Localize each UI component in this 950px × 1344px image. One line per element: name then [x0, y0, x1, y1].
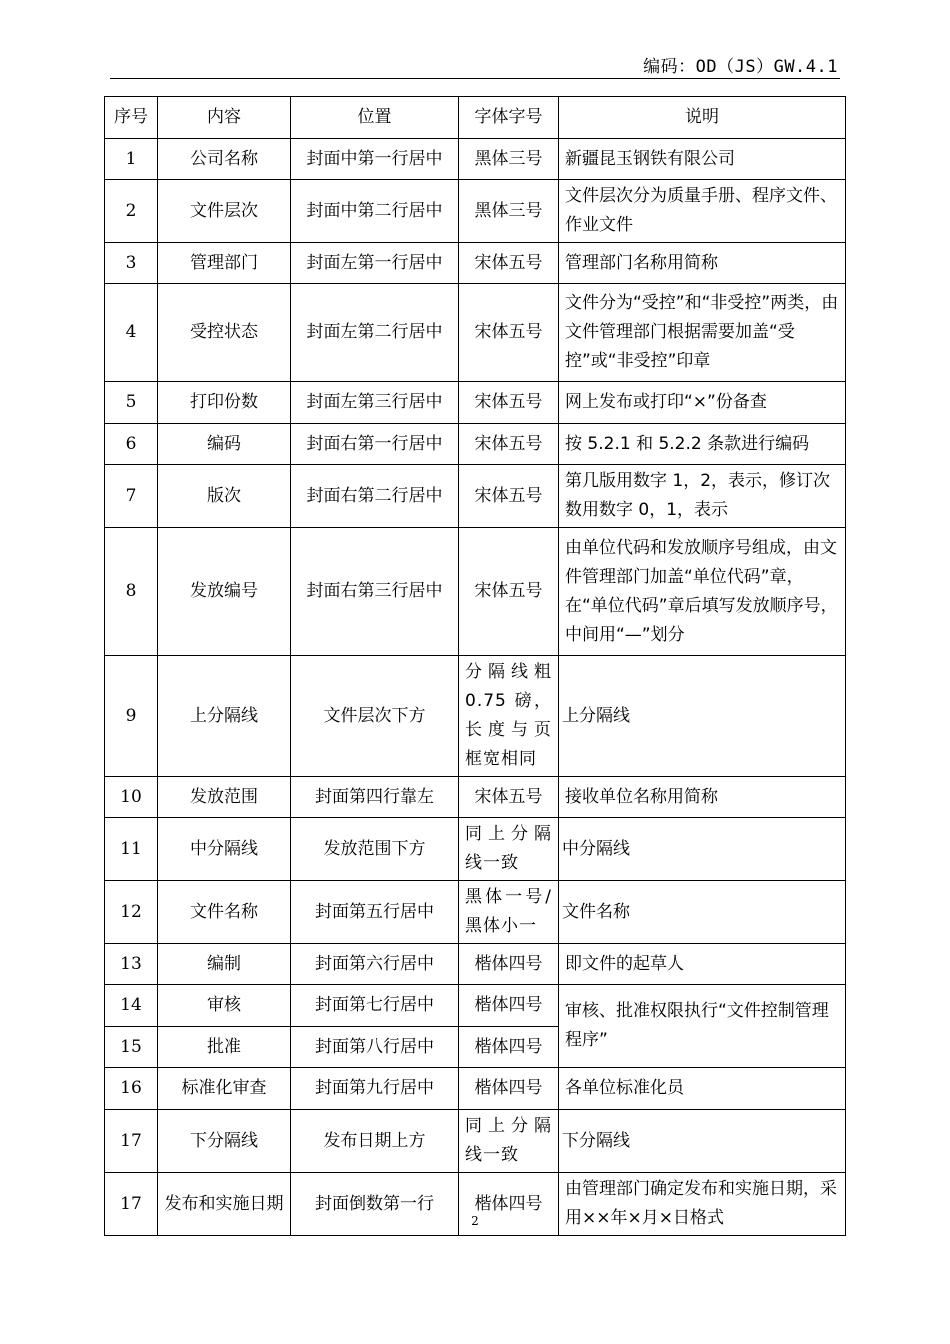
header-divider	[110, 78, 840, 79]
row-font: 宋体五号	[459, 777, 559, 818]
row-font: 黑体三号	[459, 180, 559, 243]
row-position: 封面右第三行居中	[291, 528, 459, 656]
page-number: 2	[471, 1214, 479, 1228]
row-index: 2	[105, 180, 158, 243]
row-position: 文件层次下方	[291, 656, 459, 777]
row-position: 发放范围下方	[291, 818, 459, 881]
row-content: 审核	[158, 985, 291, 1027]
row-description: 新疆昆玉钢铁有限公司	[559, 139, 846, 180]
row-font: 楷体四号	[459, 1173, 559, 1236]
row-index: 16	[105, 1068, 158, 1110]
row-index: 1	[105, 139, 158, 180]
row-description: 即文件的起草人	[559, 944, 846, 985]
row-index: 10	[105, 777, 158, 818]
row-position: 发布日期上方	[291, 1110, 459, 1173]
row-description: 由管理部门确定发布和实施日期，采用××年×月×日格式	[559, 1173, 846, 1236]
row-index: 9	[105, 656, 158, 777]
table-row	[105, 465, 846, 528]
row-position: 封面第五行居中	[291, 881, 459, 944]
table-row	[105, 180, 846, 243]
row-content: 文件名称	[158, 881, 291, 944]
table-row	[105, 656, 846, 777]
row-font: 宋体五号	[459, 528, 559, 656]
table-row	[105, 777, 846, 818]
table-row	[105, 818, 846, 881]
row-description: 第几版用数字 1，2，表示，修订次数用数字 0，1，表示	[559, 465, 846, 528]
row-content: 管理部门	[158, 243, 291, 284]
document-code: 编码：OD（JS）GW.4.1	[643, 57, 838, 77]
table-row	[105, 424, 846, 465]
table-row	[105, 284, 846, 382]
row-font: 宋体五号	[459, 465, 559, 528]
row-content: 中分隔线	[158, 818, 291, 881]
row-content: 发放范围	[158, 777, 291, 818]
row-font: 黑体一号/黑体小一	[459, 881, 559, 944]
row-font: 黑体三号	[459, 139, 559, 180]
row-content: 发布和实施日期	[158, 1173, 291, 1236]
row-font: 楷体四号	[459, 985, 559, 1027]
row-font: 宋体五号	[459, 243, 559, 284]
row-content: 上分隔线	[158, 656, 291, 777]
row-position: 封面第八行居中	[291, 1027, 459, 1068]
row-font: 楷体四号	[459, 1027, 559, 1068]
row-font: 宋体五号	[459, 284, 559, 382]
row-position: 封面第六行居中	[291, 944, 459, 985]
row-content: 下分隔线	[158, 1110, 291, 1173]
table-row	[105, 528, 846, 656]
row-description: 文件层次分为质量手册、程序文件、作业文件	[559, 180, 846, 243]
row-content: 编制	[158, 944, 291, 985]
row-index: 14	[105, 985, 158, 1027]
row-position: 封面右第一行居中	[291, 424, 459, 465]
row-position: 封面中第二行居中	[291, 180, 459, 243]
row-description: 按 5.2.1 和 5.2.2 条款进行编码	[559, 424, 846, 465]
table-row	[105, 139, 846, 180]
row-description: 文件分为“受控”和“非受控”两类，由文件管理部门根据需要加盖“受控”或“非受控”印章	[559, 284, 846, 382]
row-position: 封面第九行居中	[291, 1068, 459, 1110]
table-row	[105, 243, 846, 284]
row-index: 7	[105, 465, 158, 528]
table-row	[105, 1110, 846, 1173]
row-description: 网上发布或打印“×”份备查	[559, 382, 846, 424]
row-index: 13	[105, 944, 158, 985]
row-index: 11	[105, 818, 158, 881]
row-index: 15	[105, 1027, 158, 1068]
row-content: 发放编号	[158, 528, 291, 656]
row-content: 批准	[158, 1027, 291, 1068]
row-content: 打印份数	[158, 382, 291, 424]
row-content: 文件层次	[158, 180, 291, 243]
header-description: 说明	[559, 97, 846, 139]
row-position: 封面第七行居中	[291, 985, 459, 1027]
header-position: 位置	[291, 97, 459, 139]
row-description: 各单位标准化员	[559, 1068, 846, 1110]
row-font: 同上分隔线一致	[459, 818, 559, 881]
row-index: 17	[105, 1110, 158, 1173]
row-font: 宋体五号	[459, 424, 559, 465]
row-content: 公司名称	[158, 139, 291, 180]
row-index: 12	[105, 881, 158, 944]
table-row	[105, 985, 846, 1027]
table-row	[105, 1068, 846, 1110]
row-position: 封面右第二行居中	[291, 465, 459, 528]
row-font: 分隔线粗 0.75 磅，长度与页框宽相同	[459, 656, 559, 777]
row-index: 6	[105, 424, 158, 465]
row-position: 封面第四行靠左	[291, 777, 459, 818]
row-index: 3	[105, 243, 158, 284]
row-font: 同上分隔线一致	[459, 1110, 559, 1173]
header-font: 字体字号	[459, 97, 559, 139]
header-index: 序号	[105, 97, 158, 139]
row-position: 封面左第三行居中	[291, 382, 459, 424]
row-description: 管理部门名称用简称	[559, 243, 846, 284]
table-row	[105, 881, 846, 944]
cover-format-table	[104, 96, 846, 1236]
row-index: 5	[105, 382, 158, 424]
table-row	[105, 944, 846, 985]
row-position: 封面左第一行居中	[291, 243, 459, 284]
table-row	[105, 382, 846, 424]
row-font: 楷体四号	[459, 1068, 559, 1110]
row-position: 封面左第二行居中	[291, 284, 459, 382]
row-description: 由单位代码和发放顺序号组成，由文件管理部门加盖“单位代码”章，在“单位代码”章后填写发放顺序号，中间用“—”划分	[559, 528, 846, 656]
row-description: 上分隔线	[559, 656, 846, 777]
row-index: 8	[105, 528, 158, 656]
header-content: 内容	[158, 97, 291, 139]
row-description: 下分隔线	[559, 1110, 846, 1173]
row-position: 封面倒数第一行	[291, 1173, 459, 1236]
row-font: 楷体四号	[459, 944, 559, 985]
row-font: 宋体五号	[459, 382, 559, 424]
row-description: 文件名称	[559, 881, 846, 944]
row-description: 接收单位名称用简称	[559, 777, 846, 818]
row-description: 中分隔线	[559, 818, 846, 881]
table-header-row	[105, 97, 846, 139]
row-content: 编码	[158, 424, 291, 465]
row-index: 4	[105, 284, 158, 382]
row-description: 审核、批准权限执行“文件控制管理程序”	[559, 985, 846, 1068]
row-content: 标准化审查	[158, 1068, 291, 1110]
row-content: 版次	[158, 465, 291, 528]
row-position: 封面中第一行居中	[291, 139, 459, 180]
row-index: 17	[105, 1173, 158, 1236]
row-content: 受控状态	[158, 284, 291, 382]
